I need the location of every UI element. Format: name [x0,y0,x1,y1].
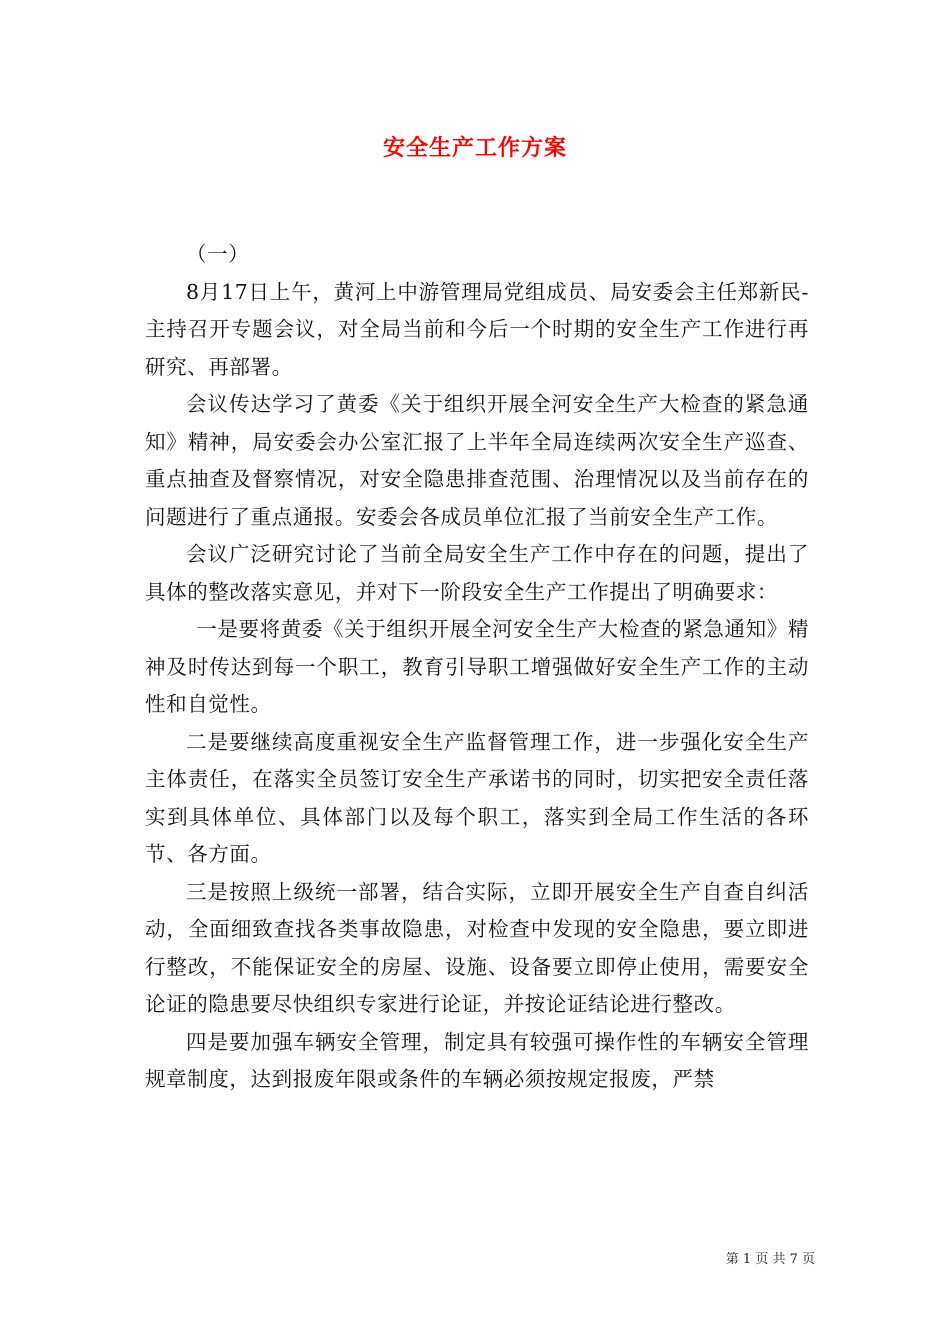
paragraph-meeting-intro: 8月17日上午，黄河上中游管理局党组成员、局安委会主任郑新民-主持召开专题会议，对全局当前和今后一个时期的安全生产工作进行再研究、再部署。 [145,279,809,379]
document-body [145,236,809,1099]
paragraph-meeting-requirements: 会议广泛研究讨论了当前全局安全生产工作中存在的问题，提出了具体的整改落实意见，并对下一阶段安全生产工作提出了明确要求： [145,542,809,604]
paragraph-requirement-1: 一是要将黄委《关于组织开展全河安全生产大检查的紧急通知》精神及时传达到每一个职工，教育引导职工增强做好安全生产工作的主动性和自觉性。 [145,617,809,716]
paragraph-requirement-2: 二是要继续高度重视安全生产监督管理工作，进一步强化安全生产主体责任，在落实全员签订安全生产承诺书的同时，切实把安全责任落实到具体单位、具体部门以及每个职工，落实到全局工作生活的各环节、各方面。 [145,729,809,866]
document-title: 安全生产工作方案 [382,135,567,161]
paragraph-requirement-4: 四是要加强车辆安全管理，制定具有较强可操作性的车辆安全管理规章制度，达到报废年限或条件的车辆必须按规定报废，严禁 [145,1029,809,1091]
section-heading: （一） [186,242,250,266]
page-number-footer: 第 1 页 共 7 页 [725,1252,815,1267]
paragraph-requirement-3: 三是按照上级统一部署，结合实际，立即开展安全生产自查自纠活动，全面细致查找各类事故隐患，对检查中发现的安全隐患，要立即进行整改，不能保证安全的房屋、设施、设备要立即停止使用，需要安全论证的隐患要尽快组织专家进行论证，并按论证结论进行整改。 [145,879,809,1016]
paragraph-meeting-report: 会议传达学习了黄委《关于组织开展全河安全生产大检查的紧急通知》精神，局安委会办公室汇报了上半年全局连续两次安全生产巡查、重点抽查及督察情况，对安全隐患排查范围、治理情况以及当前存在的问题进行了重点通报。安委会各成员单位汇报了当前安全生产工作。 [145,392,809,529]
